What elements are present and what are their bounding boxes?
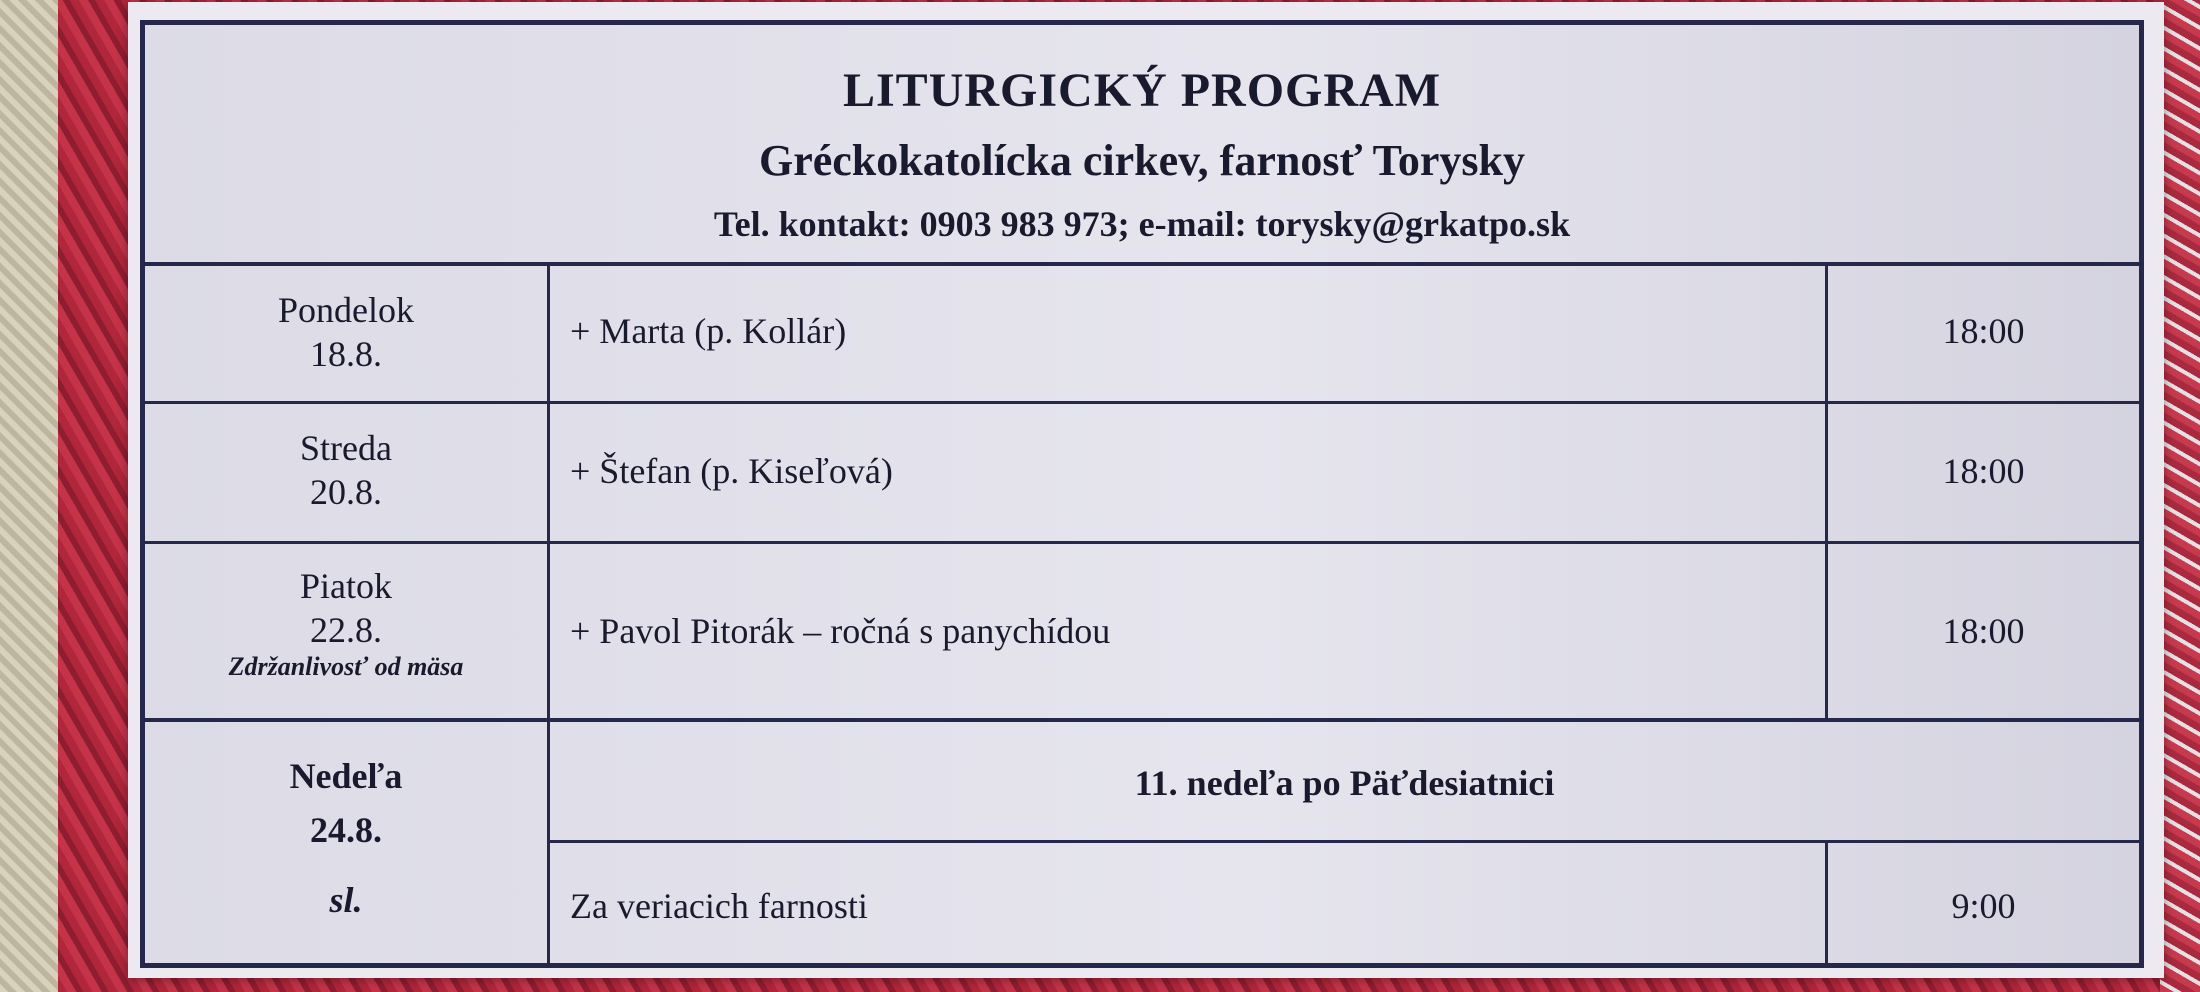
intention-text: + Pavol Pitorák – ročná s panychídou — [570, 611, 1111, 651]
fasting-note: Zdržanlivosť od mäsa — [228, 652, 464, 681]
time-cell — [1828, 404, 2139, 541]
intention-cell — [550, 404, 1828, 541]
day-date: 20.8. — [310, 472, 382, 512]
day-date: 18.8. — [310, 334, 382, 374]
day-name: Pondelok — [277, 290, 414, 330]
feast-title: 11. nedeľa po Päťdesiatnici — [1134, 763, 1555, 803]
day-cell — [145, 266, 550, 401]
intention-cell — [550, 843, 1828, 968]
feast-header — [550, 722, 2139, 843]
intention-text: Za veriacich farnosti — [570, 886, 868, 926]
table-row — [145, 544, 2139, 722]
table-row — [145, 404, 2139, 544]
day-name: Streda — [300, 428, 392, 468]
liturgy-type-note: sl. — [329, 880, 363, 920]
day-cell — [145, 722, 550, 968]
time-cell — [1828, 843, 2139, 968]
time-cell — [1828, 266, 2139, 401]
day-cell — [145, 544, 550, 718]
time-cell — [1828, 544, 2139, 718]
program-header — [145, 25, 2139, 266]
day-cell — [145, 404, 550, 541]
day-name: Nedeľa — [289, 756, 403, 796]
intention-cell — [550, 266, 1828, 401]
parish-name: Gréckokatolícka cirkev, farnosť Torysky — [758, 136, 1526, 185]
service-time: 18:00 — [1942, 311, 2025, 351]
sunday-row — [145, 722, 2139, 968]
service-time: 18:00 — [1942, 451, 2025, 491]
program-title: LITURGICKÝ PROGRAM — [842, 64, 1441, 117]
intention-text: + Marta (p. Kollár) — [570, 311, 847, 351]
intention-cell — [550, 544, 1828, 718]
background-fabric-right — [2160, 0, 2200, 992]
table-row — [145, 266, 2139, 404]
service-time: 9:00 — [1951, 886, 2016, 926]
contact-info: Tel. kontakt: 0903 983 973; e-mail: torysky@grkatpo.sk — [713, 204, 1571, 244]
service-time: 18:00 — [1942, 611, 2025, 651]
liturgical-program-card — [140, 20, 2144, 968]
intention-text: + Štefan (p. Kiseľová) — [570, 451, 893, 491]
day-date: 24.8. — [310, 810, 382, 850]
day-date: 22.8. — [310, 610, 382, 650]
day-name: Piatok — [299, 566, 392, 606]
